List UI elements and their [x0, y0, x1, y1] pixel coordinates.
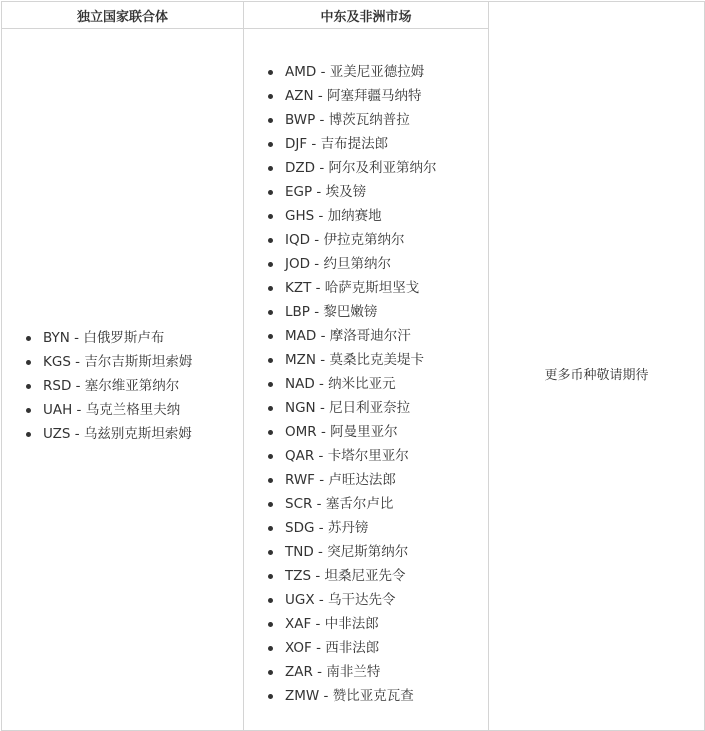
bullet-icon	[268, 262, 273, 267]
bullet-icon	[268, 406, 273, 411]
cis-currency-item	[43, 350, 243, 374]
mea-currency-item	[285, 516, 488, 540]
bullet-icon	[268, 550, 273, 555]
header-cis: 独立国家联合体	[2, 2, 244, 29]
mea-currency-item	[285, 276, 488, 300]
mea-currency-item	[285, 444, 488, 468]
currency-label: XAF - 中非法郎	[285, 615, 379, 632]
currency-label: UAH - 乌克兰格里夫纳	[43, 401, 181, 418]
currency-label: RWF - 卢旺达法郎	[285, 471, 396, 488]
currency-label: EGP - 埃及镑	[285, 183, 367, 200]
header-empty	[489, 2, 705, 29]
bullet-icon	[268, 670, 273, 675]
mea-currency-item	[285, 636, 488, 660]
bullet-icon	[26, 408, 31, 413]
currency-label: UGX - 乌干达先令	[285, 591, 396, 608]
mea-currency-item	[285, 60, 488, 84]
bullet-icon	[268, 94, 273, 99]
mea-currency-item	[285, 252, 488, 276]
bullet-icon	[26, 384, 31, 389]
currency-table	[1, 1, 705, 731]
bullet-icon	[26, 336, 31, 341]
bullet-icon	[268, 310, 273, 315]
currency-label: ZAR - 南非兰特	[285, 663, 381, 680]
mea-currency-item	[285, 348, 488, 372]
mea-currency-item	[285, 84, 488, 108]
more-coming-text: 更多币种敬请期待	[544, 367, 649, 383]
cis-currency-item	[43, 422, 243, 446]
bullet-icon	[268, 622, 273, 627]
currency-label: NGN - 尼日利亚奈拉	[285, 399, 411, 416]
mea-currency-item	[285, 684, 488, 708]
currency-label: QAR - 卡塔尔里亚尔	[285, 447, 409, 464]
bullet-icon	[268, 694, 273, 699]
cis-currency-item	[43, 326, 243, 350]
mea-currency-item	[285, 564, 488, 588]
bullet-icon	[268, 166, 273, 171]
bullet-icon	[26, 360, 31, 365]
mea-currency-item	[285, 540, 488, 564]
currency-label: DZD - 阿尔及利亚第纳尔	[285, 159, 437, 176]
currency-label: KGS - 吉尔吉斯斯坦索姆	[43, 353, 193, 370]
cis-currency-item	[43, 374, 243, 398]
mea-currency-item	[285, 396, 488, 420]
bullet-icon	[268, 214, 273, 219]
bullet-icon	[268, 70, 273, 75]
bullet-icon	[268, 190, 273, 195]
mea-cell	[244, 29, 489, 731]
currency-label: AMD - 亚美尼亚德拉姆	[285, 63, 425, 80]
currency-label: GHS - 加纳赛地	[285, 207, 382, 224]
currency-label: MZN - 莫桑比克美堤卡	[285, 351, 424, 368]
bullet-icon	[268, 430, 273, 435]
body-row	[2, 29, 705, 731]
bullet-icon	[268, 598, 273, 603]
mea-currency-item	[285, 204, 488, 228]
bullet-icon	[268, 502, 273, 507]
currency-label: UZS - 乌兹别克斯坦索姆	[43, 425, 192, 442]
bullet-icon	[268, 646, 273, 651]
mea-currency-item	[285, 156, 488, 180]
currency-label: BYN - 白俄罗斯卢布	[43, 329, 165, 346]
currency-label: RSD - 塞尔维亚第纳尔	[43, 377, 180, 394]
currency-label: KZT - 哈萨克斯坦坚戈	[285, 279, 420, 296]
mea-currency-item	[285, 420, 488, 444]
bullet-icon	[268, 334, 273, 339]
mea-currency-item	[285, 324, 488, 348]
mea-currency-item	[285, 588, 488, 612]
currency-label: ZMW - 赞比亚克瓦查	[285, 687, 414, 704]
mea-currency-item	[285, 228, 488, 252]
currency-label: SCR - 塞舌尔卢比	[285, 495, 394, 512]
header-mea: 中东及非洲市场	[244, 2, 489, 29]
currency-label: SDG - 苏丹镑	[285, 519, 369, 536]
mea-currency-item	[285, 132, 488, 156]
mea-currency-item	[285, 108, 488, 132]
mea-currency-item	[285, 180, 488, 204]
header-row	[2, 2, 705, 29]
bullet-icon	[268, 454, 273, 459]
mea-currency-list	[244, 60, 488, 708]
mea-currency-item	[285, 468, 488, 492]
bullet-icon	[26, 432, 31, 437]
cis-currency-list	[2, 326, 243, 446]
bullet-icon	[268, 142, 273, 147]
currency-label: NAD - 纳米比亚元	[285, 375, 396, 392]
bullet-icon	[268, 118, 273, 123]
mea-currency-item	[285, 300, 488, 324]
currency-label: IQD - 伊拉克第纳尔	[285, 231, 405, 248]
currency-label: LBP - 黎巴嫩镑	[285, 303, 378, 320]
cis-cell	[2, 29, 244, 731]
currency-label: JOD - 约旦第纳尔	[285, 255, 391, 272]
currency-label: AZN - 阿塞拜疆马纳特	[285, 87, 422, 104]
mea-currency-item	[285, 660, 488, 684]
mea-currency-item	[285, 492, 488, 516]
currency-label: TZS - 坦桑尼亚先令	[285, 567, 406, 584]
cis-currency-item	[43, 398, 243, 422]
bullet-icon	[268, 382, 273, 387]
bullet-icon	[268, 358, 273, 363]
currency-label: TND - 突尼斯第纳尔	[285, 543, 409, 560]
bullet-icon	[268, 238, 273, 243]
currency-label: MAD - 摩洛哥迪尔汗	[285, 327, 411, 344]
bullet-icon	[268, 286, 273, 291]
bullet-icon	[268, 574, 273, 579]
more-cell	[489, 29, 705, 731]
bullet-icon	[268, 526, 273, 531]
currency-label: BWP - 博茨瓦纳普拉	[285, 111, 410, 128]
currency-label: OMR - 阿曼里亚尔	[285, 423, 398, 440]
mea-currency-item	[285, 372, 488, 396]
currency-label: XOF - 西非法郎	[285, 639, 380, 656]
mea-currency-item	[285, 612, 488, 636]
bullet-icon	[268, 478, 273, 483]
currency-label: DJF - 吉布提法郎	[285, 135, 389, 152]
